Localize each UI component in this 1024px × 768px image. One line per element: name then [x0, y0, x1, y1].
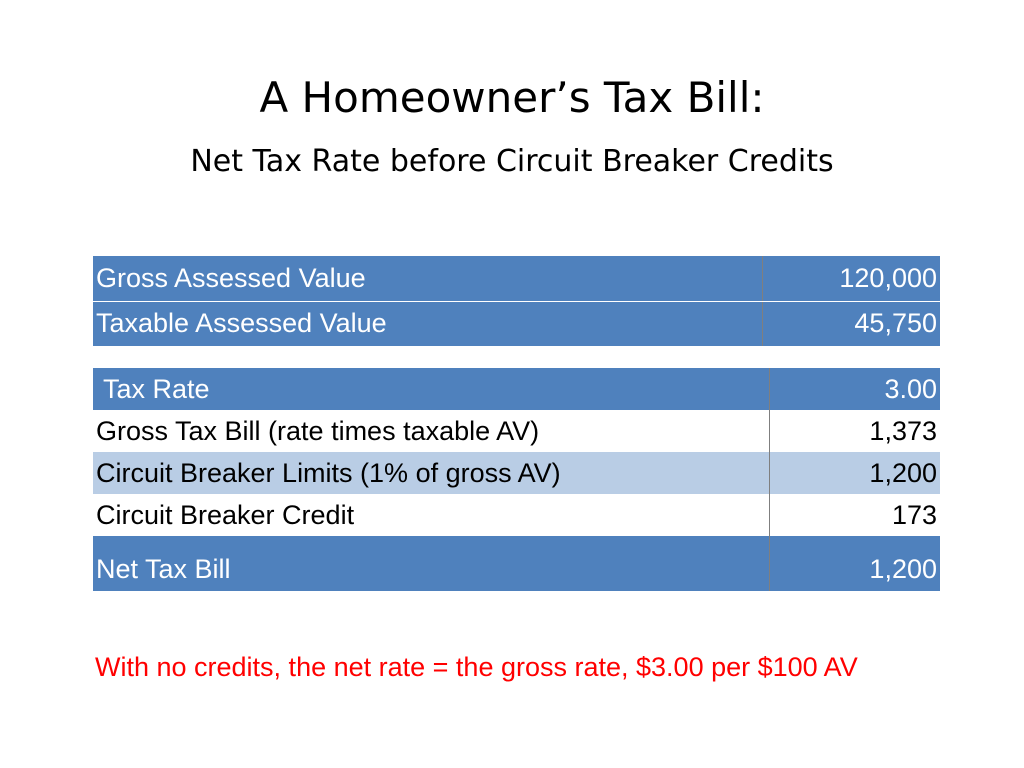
row-value: 120,000 — [763, 256, 941, 301]
row-label: Net Tax Bill — [93, 536, 770, 591]
row-value: 3.00 — [770, 368, 941, 410]
assessed-value-table — [93, 256, 940, 346]
tax-bill-table — [93, 368, 940, 591]
row-value: 173 — [770, 494, 941, 536]
row-label: Taxable Assessed Value — [93, 301, 763, 346]
row-label: Tax Rate — [93, 368, 770, 410]
table-row — [93, 301, 940, 346]
table-row — [93, 368, 940, 410]
row-label: Gross Assessed Value — [93, 256, 763, 301]
row-value: 1,200 — [770, 536, 941, 591]
slide-subtitle: Net Tax Rate before Circuit Breaker Credits — [190, 144, 834, 179]
table-row — [93, 536, 940, 591]
row-value: 1,200 — [770, 452, 941, 494]
slide-title: A Homeowner’s Tax Bill: — [259, 73, 765, 122]
table-row — [93, 256, 940, 301]
row-label: Gross Tax Bill (rate times taxable AV) — [93, 410, 770, 452]
row-value: 45,750 — [763, 301, 941, 346]
row-label: Circuit Breaker Limits (1% of gross AV) — [93, 452, 770, 494]
row-label: Circuit Breaker Credit — [93, 494, 770, 536]
note-text: With no credits, the net rate = the gross rate, $3.00 per $100 AV — [95, 652, 858, 682]
table-row — [93, 494, 940, 536]
row-value: 1,373 — [770, 410, 941, 452]
table-row — [93, 452, 940, 494]
table-row — [93, 410, 940, 452]
